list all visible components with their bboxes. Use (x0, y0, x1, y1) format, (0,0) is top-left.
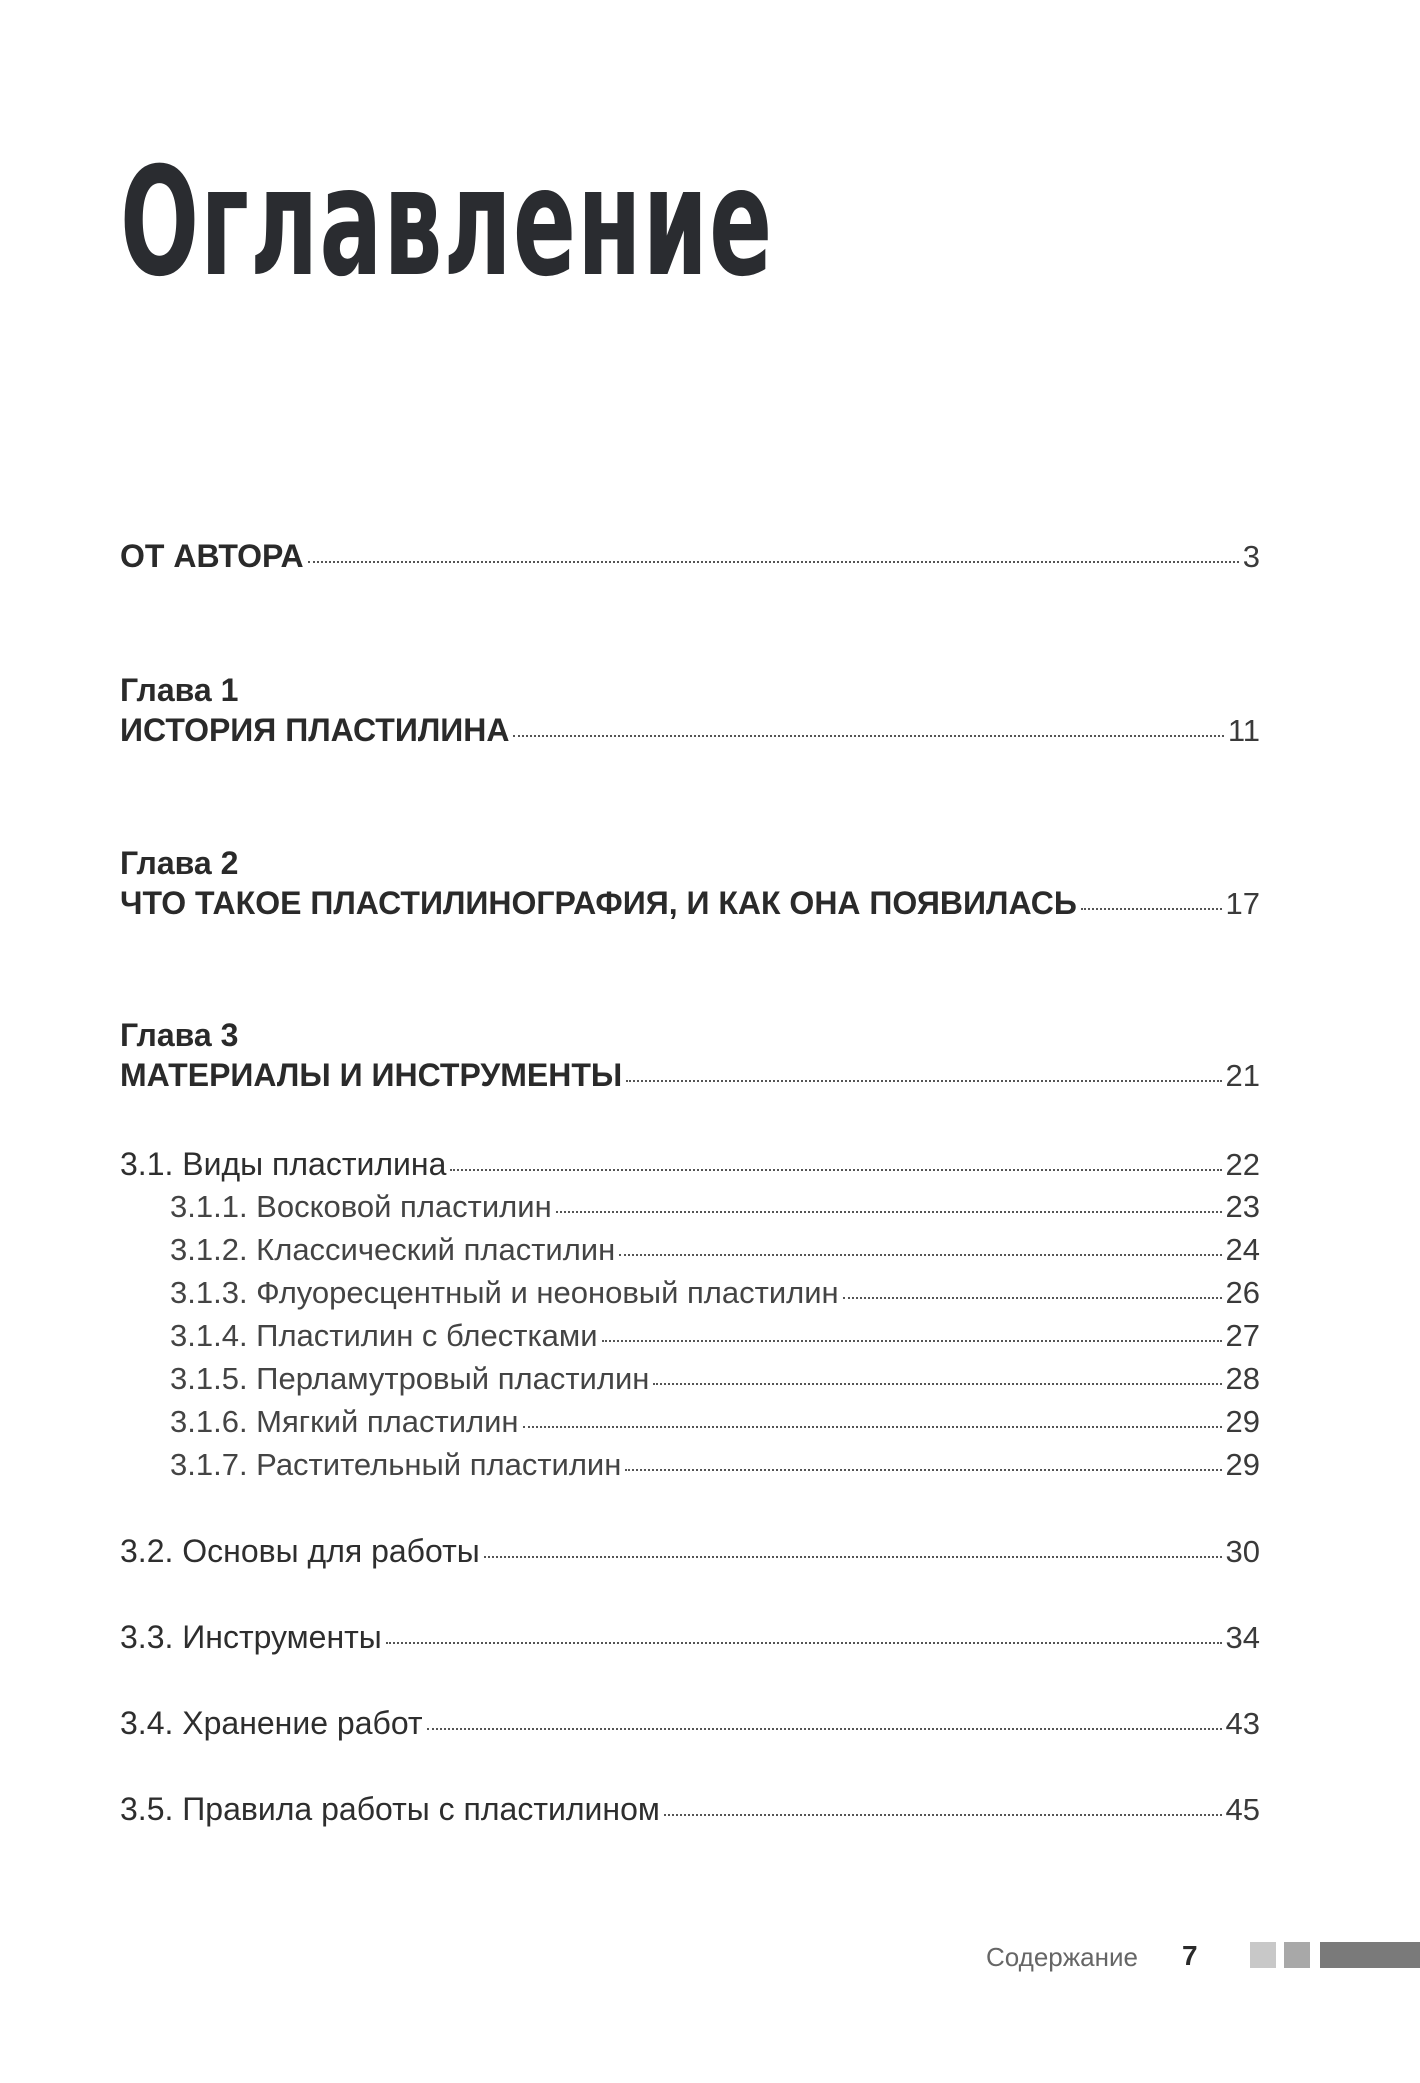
toc-entry-label: 3.1. Виды пластилина (120, 1146, 447, 1182)
footer-square-mid (1284, 1942, 1310, 1968)
toc-entry-page: 29 (1225, 1404, 1260, 1439)
dot-leader (653, 1383, 1221, 1385)
dot-leader (625, 1469, 1221, 1471)
toc-entry-label: 3.2. Основы для работы (120, 1533, 480, 1569)
toc-entry-author[interactable] (120, 538, 1260, 575)
toc-entry-section-3-4[interactable] (120, 1705, 1260, 1742)
toc-entry-label: 3.1.1. Восковой пластилин (170, 1189, 552, 1224)
toc-entry-label: МАТЕРИАЛЫ И ИНСТРУМЕНТЫ (120, 1057, 623, 1093)
toc-entry-page: 45 (1225, 1792, 1260, 1827)
dot-leader (450, 1169, 1221, 1171)
toc-entry-label: ЧТО ТАКОЕ ПЛАСТИЛИНОГРАФИЯ, И КАК ОНА ПОЯВИЛАСЬ (120, 885, 1077, 921)
toc-entry-page: 29 (1225, 1447, 1260, 1482)
dot-leader (664, 1814, 1222, 1816)
footer-section-label: Содержание (986, 1942, 1138, 1972)
toc-entry-label: 3.3. Инструменты (120, 1619, 382, 1655)
toc-entry-page: 34 (1225, 1620, 1260, 1655)
dot-leader (626, 1080, 1221, 1082)
dot-leader (308, 561, 1239, 563)
dot-leader (523, 1426, 1222, 1428)
toc-entry-chapter-1[interactable] (120, 712, 1260, 749)
toc-entry-section-3-1-3[interactable] (170, 1275, 1260, 1311)
toc-entry-label: 3.1.7. Растительный пластилин (170, 1447, 622, 1482)
toc-entry-page: 11 (1227, 713, 1260, 748)
dot-leader (513, 735, 1223, 737)
toc-entry-page: 24 (1225, 1232, 1260, 1267)
toc-entry-page: 17 (1225, 886, 1260, 921)
toc-entry-section-3-1-6[interactable] (170, 1404, 1260, 1440)
dot-leader (619, 1254, 1221, 1256)
toc-entry-page: 23 (1225, 1189, 1260, 1224)
footer-bar-dark (1320, 1942, 1420, 1968)
toc-entry-label: 3.5. Правила работы с пластилином (120, 1791, 660, 1827)
toc-entry-section-3-1-4[interactable] (170, 1318, 1260, 1354)
dot-leader (843, 1297, 1222, 1299)
toc-entry-section-3-5[interactable] (120, 1791, 1260, 1828)
dot-leader (1081, 908, 1222, 910)
footer-square-light (1250, 1942, 1276, 1968)
toc-entry-label: 3.1.3. Флуоресцентный и неоновый пластилин (170, 1275, 839, 1310)
toc-entry-section-3-1[interactable] (120, 1146, 1260, 1183)
toc-entry-label: ОТ АВТОРА (120, 538, 304, 574)
dot-leader (386, 1642, 1222, 1644)
toc-entry-section-3-2[interactable] (120, 1533, 1260, 1570)
toc-entry-page: 28 (1225, 1361, 1260, 1396)
chapter-1-label: Глава 1 (120, 672, 239, 708)
toc-entry-chapter-2[interactable] (120, 885, 1260, 922)
dot-leader (484, 1556, 1222, 1558)
toc-entry-page: 21 (1225, 1058, 1260, 1093)
dot-leader (602, 1340, 1222, 1342)
toc-entry-label: 3.1.2. Классический пластилин (170, 1232, 616, 1267)
toc-entry-section-3-1-2[interactable] (170, 1232, 1260, 1268)
dot-leader (427, 1728, 1222, 1730)
toc-entry-page: 22 (1225, 1147, 1260, 1182)
toc-entry-label: ИСТОРИЯ ПЛАСТИЛИНА (120, 712, 510, 748)
toc-entry-page: 26 (1225, 1275, 1260, 1310)
toc-entry-page: 30 (1225, 1534, 1260, 1569)
toc-entry-label: 3.1.4. Пластилин с блестками (170, 1318, 598, 1353)
toc-entry-section-3-3[interactable] (120, 1619, 1260, 1656)
toc-entry-chapter-3[interactable] (120, 1057, 1260, 1094)
toc-entry-page: 3 (1242, 539, 1260, 574)
toc-entry-section-3-1-1[interactable] (170, 1189, 1260, 1225)
toc-entry-label: 3.4. Хранение работ (120, 1705, 423, 1741)
page-title: Оглавление (120, 136, 774, 310)
footer-page-number: 7 (1182, 1940, 1198, 1971)
toc-entry-label: 3.1.6. Мягкий пластилин (170, 1404, 519, 1439)
chapter-2-label: Глава 2 (120, 845, 239, 881)
chapter-3-label: Глава 3 (120, 1017, 239, 1053)
toc-entry-section-3-1-7[interactable] (170, 1447, 1260, 1483)
toc-entry-page: 27 (1225, 1318, 1260, 1353)
toc-entry-section-3-1-5[interactable] (170, 1361, 1260, 1397)
dot-leader (556, 1211, 1222, 1213)
toc-entry-page: 43 (1225, 1706, 1260, 1741)
toc-entry-label: 3.1.5. Перламутровый пластилин (170, 1361, 650, 1396)
